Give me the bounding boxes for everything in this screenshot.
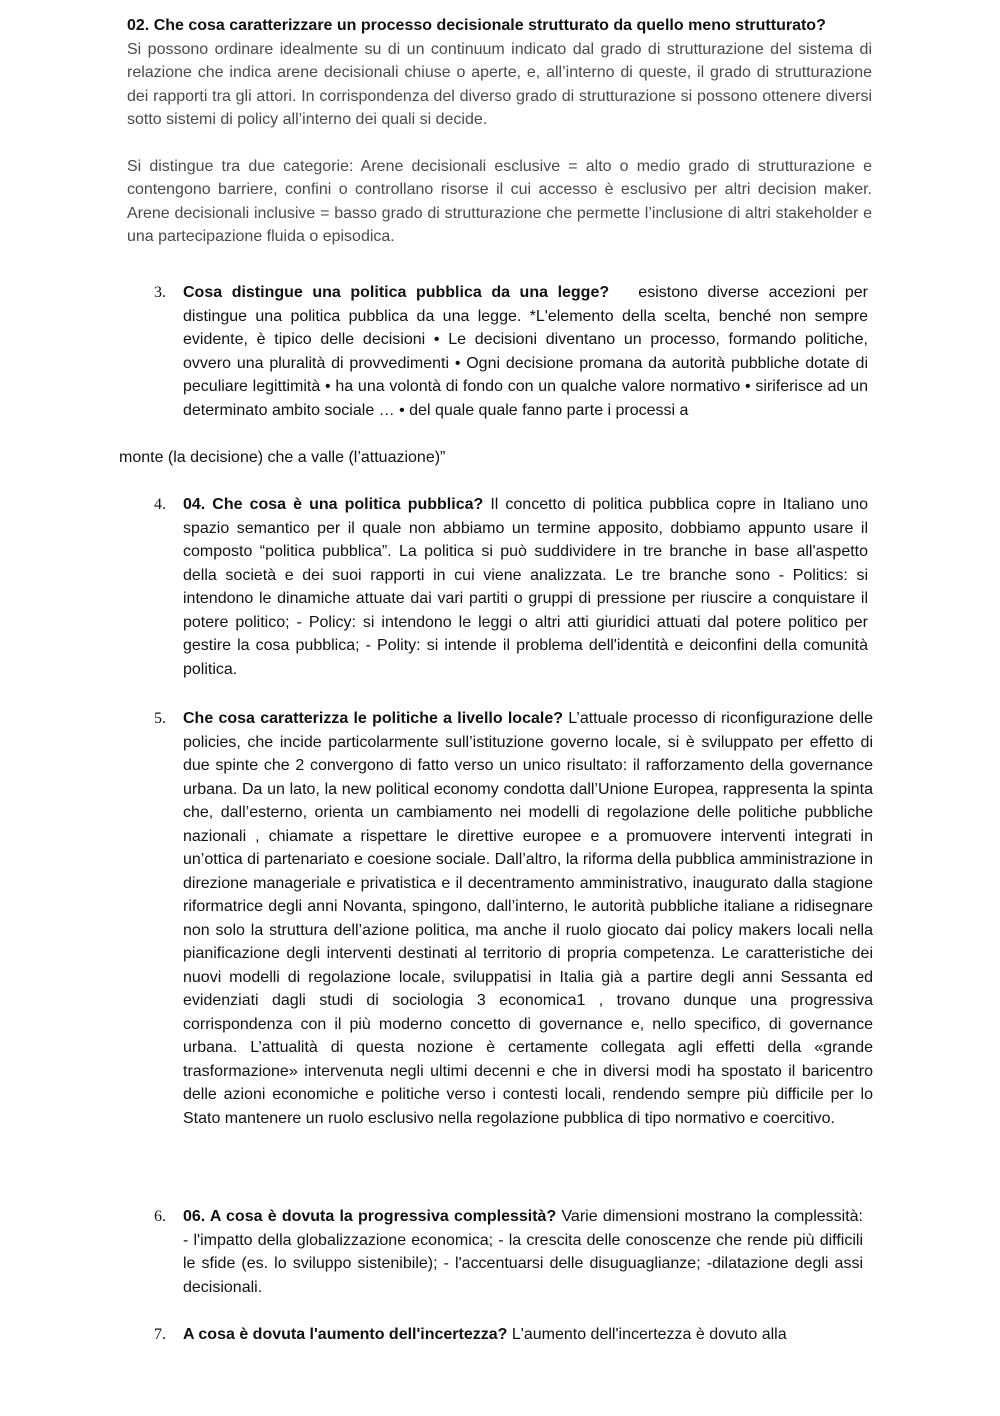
item-question: Che cosa caratterizza le politiche a livello locale? <box>183 710 563 727</box>
item-answer: L’attuale processo di riconfigurazione delle policies, che incide particolarmente sull’istituzione governo locale, si è sviluppato per effetto di due spinte che 2 convergono di fatto verso un unico risultato: il rafforzamento della governance urbana. Da un lato, la new political economy condotta dall’Unione Europea, rappresenta la spinta che, dall’esterno, orienta un cambiamento nei modelli di regolazione delle politiche pubbliche nazionali , chiamate a rispettare le direttive europee e a promuovere interventi integrati in un’ottica di partenariato e coesione sociale. Dall’altro, la riforma della pubblica amministrazione in direzione manageriale e privatistica e il decentramento amministrativo, inaugurato dalla stagione riformatrice degli anni Novanta, spingono, dall’interno, le autorità pubbliche italiane a ridisegnare non solo la struttura dell’azione politica, ma anche il ruolo giocato dai policy makers locali nella pianificazione degli interventi destinati al territorio di propria competenza. Le caratteristiche dei nuovi modelli di regolazione locale, sviluppatisi in Italia già a partire degli anni Sessanta ed evidenziati dagli studi di sociologia 3 economica1 , trovano dunque una progressiva corrispondenza con il più moderno concetto di governance e, nello specifico, di governance urbana. L’attualità di questa nozione è certamente collegata agli effetti della «grande trasformazione» intervenuta negli ultimi decenni e che in diversi modi ha spostato il baricentro delle azioni economiche e politiche verso i contesti locali, rendendo sempre più difficile per lo Stato mantenere un ruolo esclusivo nella regolazione pubblica di tipo normativo e coercitivo. <box>183 710 873 1127</box>
item-question: Cosa distingue una politica pubblica da una legge? <box>183 284 610 301</box>
item-number: 3. <box>154 284 166 301</box>
item-text <box>183 707 873 1130</box>
question-02-paragraph-2: Si distingue tra due categorie: Arene decisionali esclusive = alto o medio grado di strutturazione e contengono barriere, confini o controllano risorse il cui accesso è esclusivo per altri decision maker. Arene decisionali inclusive = basso grado di strutturazione che permette l’inclusione di altri stakeholder e una partecipazione fluida o episodica. <box>127 157 872 245</box>
item-text <box>183 1205 863 1299</box>
question-02-paragraph-1: Si possono ordinare idealmente su di un continuum indicato dal grado di strutturazione del sistema di relazione che indica arene decisionali chiuse o aperte, e, all’interno di queste, il grado di strutturazione dei rapporti tra gli attori. In corrispondenza del diverso grado di strutturazione si possono ottenere diversi sotto sistemi di policy all’interno dei quali si decide. <box>127 40 872 128</box>
item-answer: esistono diverse accezioni per distingue una politica pubblica da una legge. *L'elemento della scelta, benché non sempre evidente, è tipico delle decisioni • Le decisioni diventano un processo, formando politiche, ovvero una pluralità di provvedimenti • Ogni decisione promana da autorità pubbliche dotate di peculiare legittimità • ha una volontà di fondo con un qualche valore normativo • siriferisce ad un determinato ambito sociale … • del quale quale fanno parte i processi a <box>183 284 869 419</box>
item-answer: Varie dimensioni mostrano la complessità: - l'impatto della globalizzazione economica; - la crescita delle conoscenze che rende più difficili le sfide (es. lo sviluppo sistenibile); - l'accentuarsi delle disuguaglianze; -dilatazione degli assi decisionali. <box>183 1208 863 1296</box>
item-answer: Il concetto di politica pubblica copre in Italiano uno spazio semantico per il quale non abbiamo un termine apposito, dobbiamo appunto usare il composto “politica pubblica”. La politica si può suddividere in tre branche in base all'aspetto della società e dei suoi rapporti in cui viene analizzata. Le tre branche sono - Politics: si intendono le dinamiche attuate dai vari partiti o gruppi di pressione per riuscire a conquistare il potere politico; - Policy: si intendono le leggi o altri atti giuridici attuati dal potere politico per gestire la cosa pubblica; - Polity: si intende il problema dell'identità e deiconfini della comunità politica. <box>183 496 869 678</box>
item-question: 04. Che cosa è una politica pubblica? <box>183 496 484 513</box>
question-02-block <box>127 14 872 249</box>
item-text <box>183 493 868 681</box>
item-text <box>183 281 868 422</box>
item-answer: L'aumento dell'incertezza è dovuto alla <box>511 1326 787 1343</box>
item-continuation: monte (la decisione) che a valle (l’attuazione)” <box>119 449 446 466</box>
question-02-title: 02. Che cosa caratterizzare un processo decisionale strutturato da quello meno strutturato? <box>127 17 826 34</box>
item-number: 5. <box>154 710 166 727</box>
item-text <box>183 1323 865 1347</box>
item-number: 6. <box>154 1208 166 1225</box>
item-number: 7. <box>154 1326 166 1343</box>
item-question: A cosa è dovuta l'aumento dell'incertezza? <box>183 1326 508 1343</box>
item-question: 06. A cosa è dovuta la progressiva complessità? <box>183 1208 557 1225</box>
item-number: 4. <box>154 496 166 513</box>
